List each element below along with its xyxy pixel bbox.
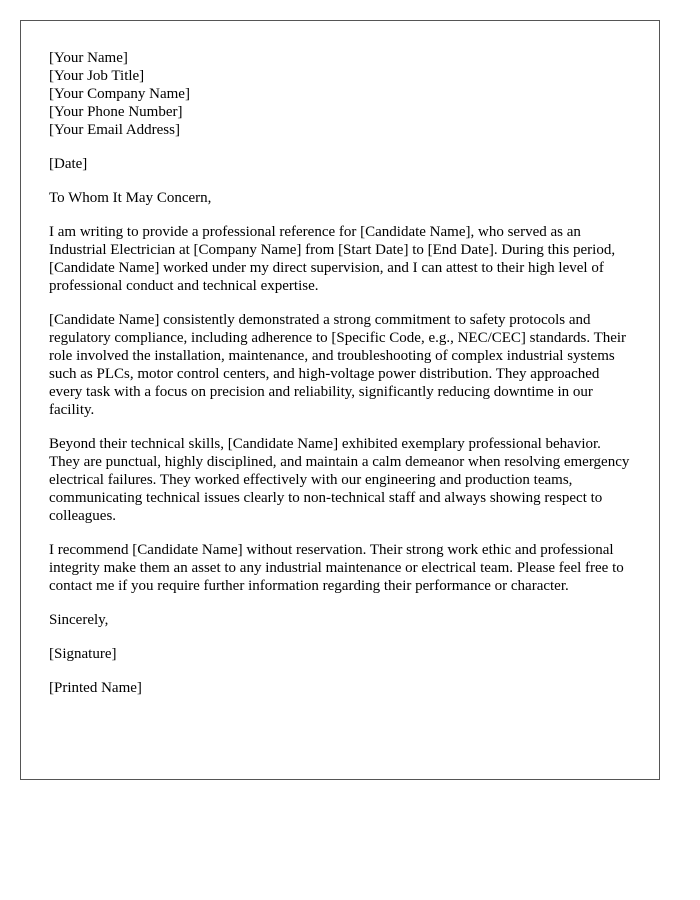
sender-company: [Your Company Name] bbox=[49, 86, 190, 102]
signature: [Signature] bbox=[49, 646, 117, 662]
sender-name: [Your Name] bbox=[49, 50, 128, 66]
sender-email: [Your Email Address] bbox=[49, 122, 180, 138]
sender-block bbox=[49, 49, 635, 139]
salutation: To Whom It May Concern, bbox=[49, 190, 212, 206]
body-paragraph-4: I recommend [Candidate Name] without reservation. Their strong work ethic and professional integrity make them an asset to any industrial maintenance or electrical team. Please feel free to contact me if you require further information regarding their performance or character. bbox=[49, 542, 624, 594]
sender-job-title: [Your Job Title] bbox=[49, 68, 145, 84]
printed-name: [Printed Name] bbox=[49, 680, 142, 696]
sender-phone: [Your Phone Number] bbox=[49, 104, 183, 120]
body-paragraph-2: [Candidate Name] consistently demonstrated a strong commitment to safety protocols and regulatory compliance, including adherence to [Specific Code, e.g., NEC/CEC] standards. Their role involved the installation, maintenance, and troubleshooting of complex industrial systems such as PLCs, motor control centers, and high-voltage power distribution. They approached every task with a focus on precision and reliability, significantly reducing downtime in our facility. bbox=[49, 312, 627, 418]
body-paragraph-3: Beyond their technical skills, [Candidate Name] exhibited exemplary professional behavior. They are punctual, highly disciplined, and maintain a calm demeanor when resolving emergency electrical failures. They worked effectively with our engineering and production teams, communicating technical issues clearly to non-technical staff and always showing respect to colleagues. bbox=[49, 436, 630, 524]
body-paragraph-1: I am writing to provide a professional reference for [Candidate Name], who served as an Industrial Electrician at [Company Name] from [Start Date] to [End Date]. During this period, [Candidate Name] worked under my direct supervision, and I can attest to their high level of professional conduct and technical expertise. bbox=[49, 224, 616, 294]
closing: Sincerely, bbox=[49, 612, 109, 628]
letter-date: [Date] bbox=[49, 156, 88, 172]
letter-content bbox=[49, 49, 635, 713]
letter-page bbox=[20, 20, 660, 780]
